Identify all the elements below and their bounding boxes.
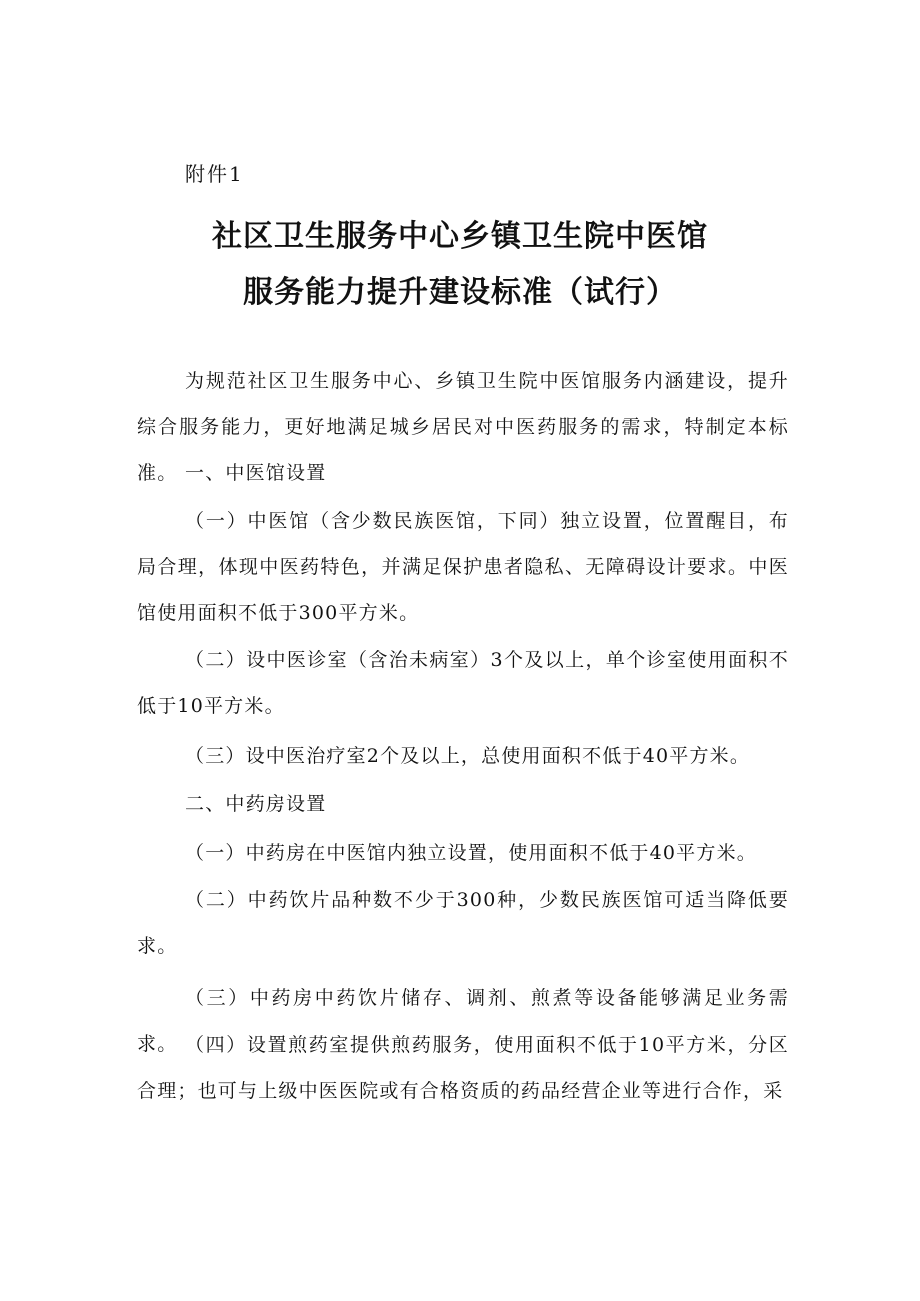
section-2-heading: 二、中药房设置	[185, 793, 327, 815]
section-2-item-2: （二）中药饮片品种数不少于300种，少数民族医馆可适当降低要求。	[137, 889, 789, 957]
document-title-line-2: 服务能力提升建设标准（试行）	[243, 275, 677, 310]
section-1-item-2: （二）设中医诊室（含治未病室）3个及以上，单个诊室使用面积不低于10平方米。	[137, 649, 789, 717]
intro-paragraph: 为规范社区卫生服务中心、乡镇卫生院中医馆服务内涵建设，提升综合服务能力，更好地满足城乡居民对中医药服务的需求，特制定本标准。	[137, 370, 789, 484]
section-2-item-1: （一）中药房在中医馆内独立设置，使用面积不低于40平方米。	[185, 842, 757, 864]
document-title-line-1: 社区卫生服务中心乡镇卫生院中医馆	[212, 219, 708, 254]
section-1-heading: 一、中医馆设置	[185, 462, 327, 484]
section-2-item-4: （四）设置煎药室提供煎药服务，使用面积不低于10平方米，分区合理；也可与上级中医医院或有合格资质的药品经营企业等进行合作，采	[137, 1034, 789, 1102]
section-1-item-3: （三）设中医治疗室2个及以上，总使用面积不低于40平方米。	[185, 745, 751, 767]
attachment-label: 附件1	[185, 162, 244, 186]
section-2-item-3: （三）中药房中药饮片储存、调剂、煎煮等设备能够满足业务需求。	[137, 987, 789, 1055]
section-1-item-1: （一）中医馆（含少数民族医馆，下同）独立设置，位置醒目，布局合理，体现中医药特色，并满足保护患者隐私、无障碍设计要求。中医馆使用面积不低于300平方米。	[137, 510, 789, 624]
